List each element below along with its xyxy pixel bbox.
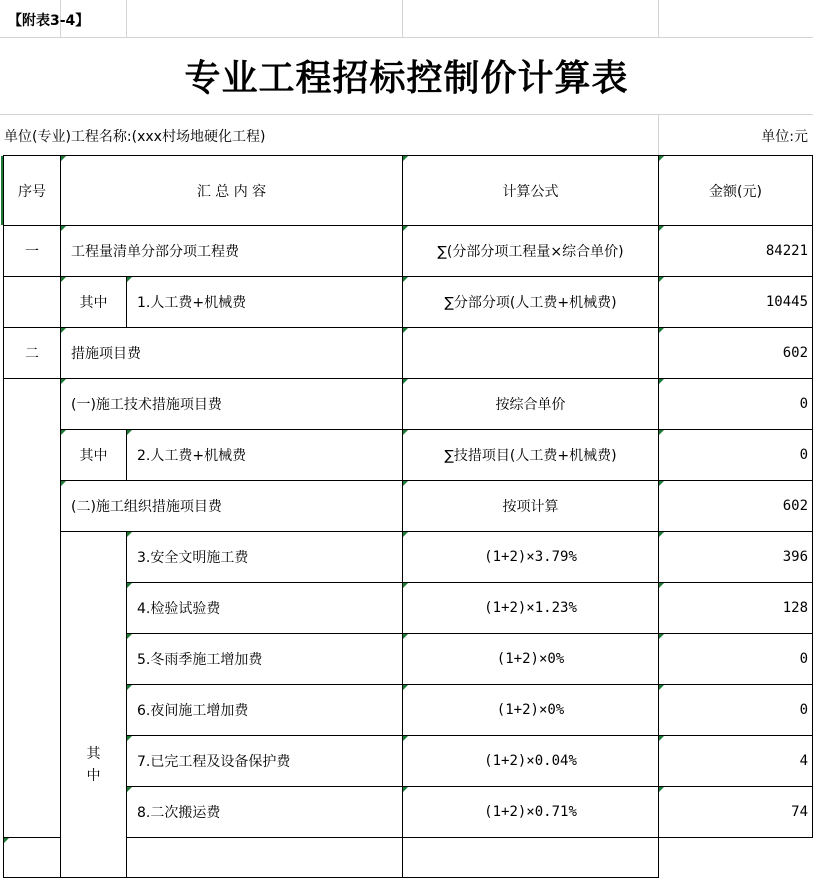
table-row bbox=[4, 430, 813, 481]
row-amount[interactable]: 10445 bbox=[659, 277, 813, 328]
row-formula[interactable]: (1+2)×1.23% bbox=[403, 583, 659, 634]
sub-group-label-line2: 中 bbox=[86, 767, 101, 784]
row-amount[interactable] bbox=[403, 838, 659, 878]
row-formula[interactable]: (1+2)×0.04% bbox=[403, 736, 659, 787]
row-formula[interactable]: ∑(分部分项工程量×综合单价) bbox=[403, 226, 659, 277]
page-title[interactable]: 专业工程招标控制价计算表 bbox=[184, 58, 629, 99]
row-content[interactable]: (二)施工组织措施项目费 bbox=[61, 481, 403, 532]
row-amount[interactable]: 74 bbox=[659, 787, 813, 838]
row-content[interactable]: (一)施工技术措施项目费 bbox=[61, 379, 403, 430]
row-content[interactable]: 6.夜间施工增加费 bbox=[127, 685, 403, 736]
gridline bbox=[0, 114, 813, 115]
row-content[interactable] bbox=[4, 838, 61, 878]
row-amount[interactable]: 128 bbox=[659, 583, 813, 634]
row-formula[interactable]: 按综合单价 bbox=[403, 379, 659, 430]
row-content[interactable]: 7.已完工程及设备保护费 bbox=[127, 736, 403, 787]
row-seq-merged[interactable] bbox=[4, 379, 61, 838]
row-formula[interactable]: (1+2)×0% bbox=[403, 634, 659, 685]
gridline bbox=[658, 114, 659, 155]
row-content[interactable]: 5.冬雨季施工增加费 bbox=[127, 634, 403, 685]
row-formula[interactable]: (1+2)×0.71% bbox=[403, 787, 659, 838]
row-formula[interactable]: (1+2)×3.79% bbox=[403, 532, 659, 583]
header-amount[interactable]: 金额(元) bbox=[659, 156, 813, 226]
row-content[interactable]: 3.安全文明施工费 bbox=[127, 532, 403, 583]
table-row bbox=[4, 481, 813, 532]
row-formula[interactable] bbox=[403, 328, 659, 379]
row-content[interactable]: 4.检验试验费 bbox=[127, 583, 403, 634]
gridline bbox=[402, 0, 403, 37]
row-amount[interactable]: 602 bbox=[659, 328, 813, 379]
table-row bbox=[4, 226, 813, 277]
header-seq[interactable]: 序号 bbox=[4, 156, 61, 226]
row-content[interactable]: 工程量清单分部分项工程费 bbox=[61, 226, 403, 277]
row-amount[interactable]: 0 bbox=[659, 430, 813, 481]
row-amount[interactable]: 84221 bbox=[659, 226, 813, 277]
sub-group-label-line1: 其 bbox=[86, 745, 101, 762]
table-row bbox=[4, 532, 813, 583]
table-row bbox=[4, 328, 813, 379]
gridline bbox=[0, 37, 813, 38]
header-formula[interactable]: 计算公式 bbox=[403, 156, 659, 226]
project-info[interactable]: 单位(专业)工程名称:(xxx村场地硬化工程) bbox=[4, 129, 266, 145]
row-formula[interactable]: (1+2)×0% bbox=[403, 685, 659, 736]
gridline bbox=[126, 0, 127, 37]
row-amount[interactable]: 0 bbox=[659, 379, 813, 430]
row-amount[interactable]: 602 bbox=[659, 481, 813, 532]
cost-table bbox=[3, 155, 813, 878]
row-sub-label-merged[interactable] bbox=[61, 532, 127, 878]
row-content[interactable]: 8.二次搬运费 bbox=[127, 787, 403, 838]
row-seq[interactable] bbox=[4, 277, 61, 328]
row-content[interactable]: 1.人工费+机械费 bbox=[127, 277, 403, 328]
row-amount[interactable]: 396 bbox=[659, 532, 813, 583]
attachment-label[interactable]: 【附表3-4】 bbox=[8, 13, 90, 29]
row-content[interactable]: 2.人工费+机械费 bbox=[127, 430, 403, 481]
row-amount[interactable]: 0 bbox=[659, 634, 813, 685]
row-formula[interactable]: ∑技措项目(人工费+机械费) bbox=[403, 430, 659, 481]
table-row bbox=[4, 379, 813, 430]
unit-label[interactable]: 单位:元 bbox=[761, 129, 808, 145]
row-formula[interactable]: ∑分部分项(人工费+机械费) bbox=[403, 277, 659, 328]
row-sub-label[interactable]: 其中 bbox=[61, 430, 127, 481]
header-content[interactable]: 汇 总 内 容 bbox=[61, 156, 403, 226]
table-row bbox=[4, 277, 813, 328]
row-sub-label[interactable]: 其中 bbox=[61, 277, 127, 328]
row-amount[interactable]: 0 bbox=[659, 685, 813, 736]
row-formula[interactable]: 按项计算 bbox=[403, 481, 659, 532]
row-seq[interactable]: 二 bbox=[4, 328, 61, 379]
gridline bbox=[658, 0, 659, 37]
row-content[interactable]: 措施项目费 bbox=[61, 328, 403, 379]
row-formula[interactable] bbox=[127, 838, 403, 878]
table-header-row bbox=[4, 156, 813, 226]
row-amount[interactable]: 4 bbox=[659, 736, 813, 787]
row-seq[interactable]: 一 bbox=[4, 226, 61, 277]
